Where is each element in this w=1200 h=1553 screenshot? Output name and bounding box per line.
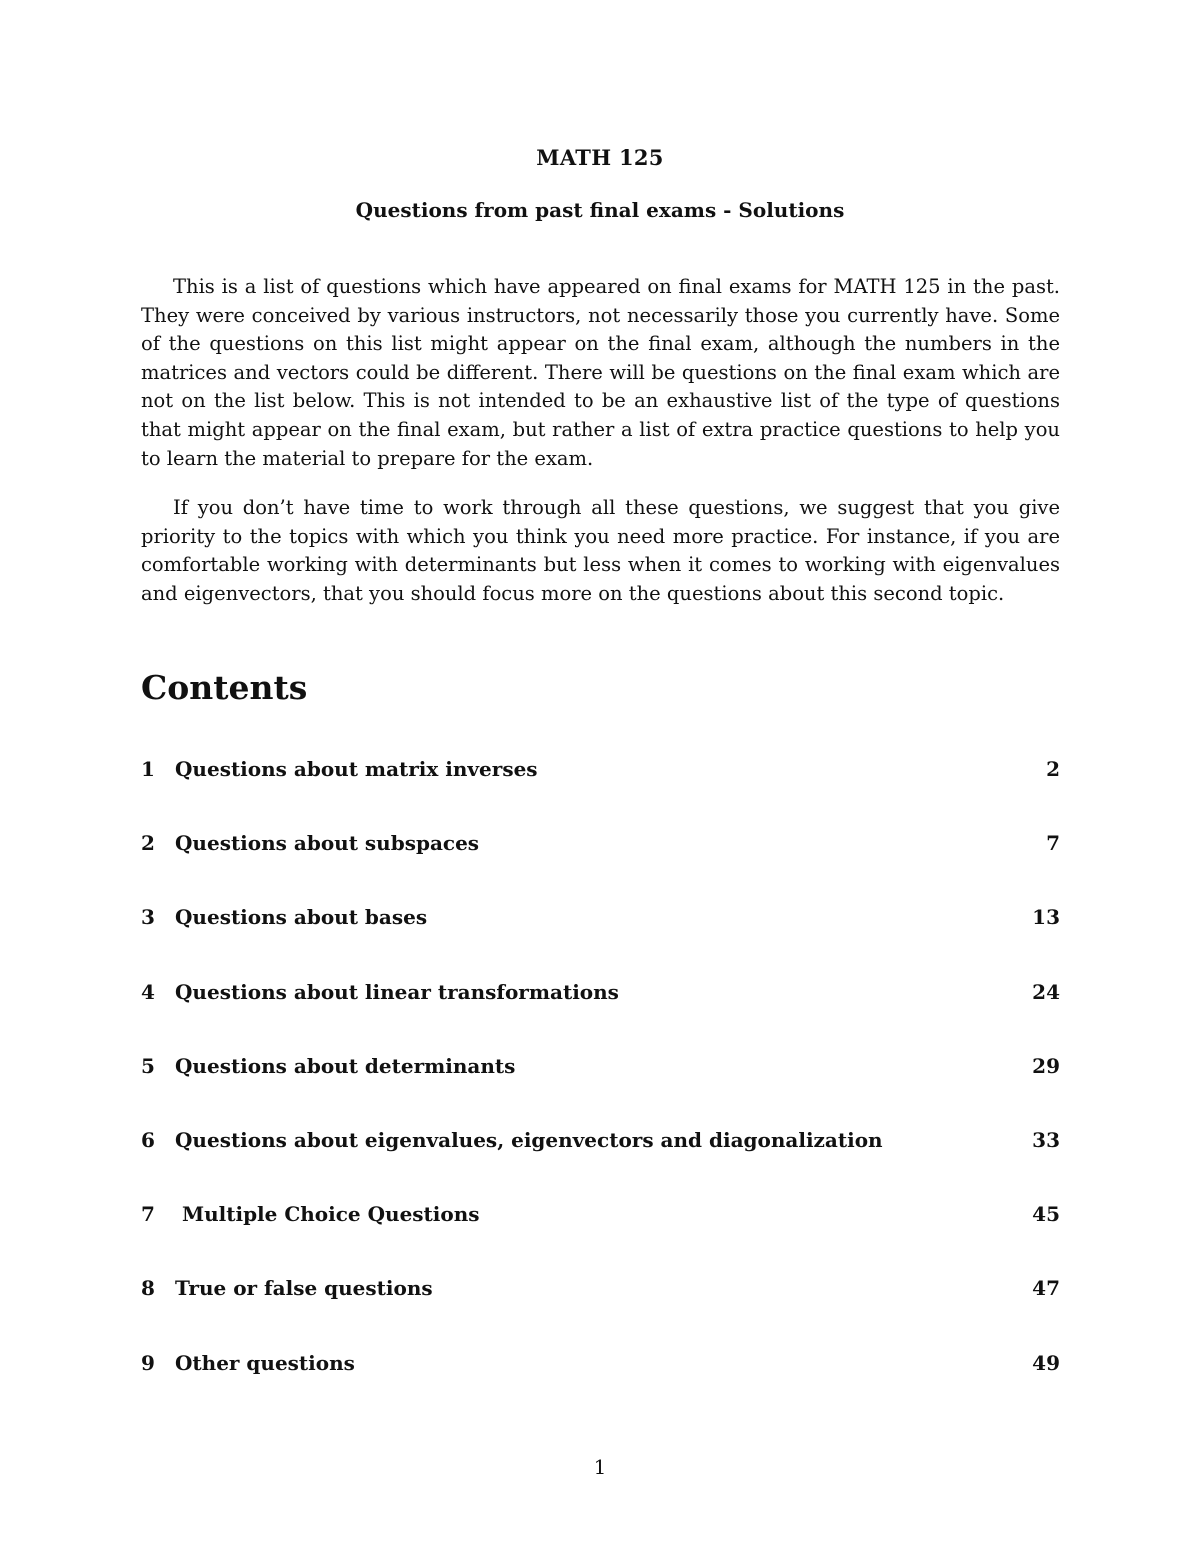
toc-entry-title: Questions about linear transformations [175, 979, 619, 1004]
toc-entry-title: Questions about subspaces [175, 831, 480, 856]
toc-entry-title: True or false questions [175, 1276, 433, 1301]
toc-entry-title: Multiple Choice Questions [175, 1202, 480, 1227]
intro-paragraph: If you don’t have time to work through all these questions, we suggest that you give priority to the topics with which you think you need more practice. For instance, if you are comfortable working with determinants but less when it comes to working with eigenvalues and eigenvectors, that you should focus more on the questions about this second topic. [141, 496, 1060, 605]
intro-paragraph: This is a list of questions which have appeared on final exams for MATH 125 in the past. They were conceived by various instructors, not necessarily those you currently have. Some of the questions on this list might appear on the final exam, although the numbers in the matrices and vectors could be different. There will be questions on the final exam which are not on the list below. This is not intended to be an exhaustive list of the type of questions that might appear on the final exam, but rather a list of extra practice questions to help you to learn the material to prepare for the exam. [141, 275, 1060, 470]
toc-entry-number: 3 [141, 905, 155, 930]
toc-entry-title: Other questions [175, 1350, 355, 1375]
toc-entry[interactable] [141, 1272, 1060, 1346]
toc-entry[interactable] [141, 827, 1060, 901]
page-number: 1 [593, 1455, 607, 1479]
toc-entry-page: 29 [1032, 1053, 1060, 1078]
toc-entry-page: 7 [1046, 831, 1060, 856]
toc-entry-title: Questions about determinants [175, 1053, 516, 1078]
toc-entry-page: 13 [1032, 905, 1060, 930]
table-of-contents [141, 753, 1060, 1421]
toc-entry-title: Questions about eigenvalues, eigenvectors and diagonalization [175, 1127, 883, 1152]
toc-entry[interactable] [141, 1050, 1060, 1124]
toc-entry-number: 4 [141, 979, 155, 1004]
toc-entry-number: 2 [141, 831, 155, 856]
toc-entry[interactable] [141, 1198, 1060, 1272]
toc-entry[interactable] [141, 1347, 1060, 1421]
toc-entry-number: 6 [141, 1127, 155, 1152]
toc-entry-number: 9 [141, 1350, 155, 1375]
toc-entry-page: 45 [1032, 1202, 1060, 1227]
toc-entry[interactable] [141, 901, 1060, 975]
toc-entry-page: 24 [1032, 979, 1060, 1004]
toc-entry-number: 8 [141, 1276, 155, 1301]
toc-entry-page: 33 [1032, 1127, 1060, 1152]
toc-entry-page: 2 [1046, 757, 1060, 781]
toc-entry[interactable] [141, 1124, 1060, 1198]
toc-entry-page: 49 [1032, 1350, 1060, 1375]
toc-entry[interactable] [141, 976, 1060, 1050]
toc-entry-number: 5 [141, 1053, 155, 1078]
toc-entry-title: Questions about matrix inverses [175, 757, 538, 781]
toc-entry-number: 1 [141, 757, 155, 781]
document-subtitle: Questions from past final exams - Solutions [355, 198, 845, 222]
toc-entry-number: 7 [141, 1202, 155, 1227]
toc-entry-title: Questions about bases [175, 905, 428, 930]
toc-entry-page: 47 [1032, 1276, 1060, 1301]
contents-heading: Contents [141, 668, 308, 707]
toc-entry[interactable] [141, 753, 1060, 827]
course-title: MATH 125 [536, 145, 664, 170]
